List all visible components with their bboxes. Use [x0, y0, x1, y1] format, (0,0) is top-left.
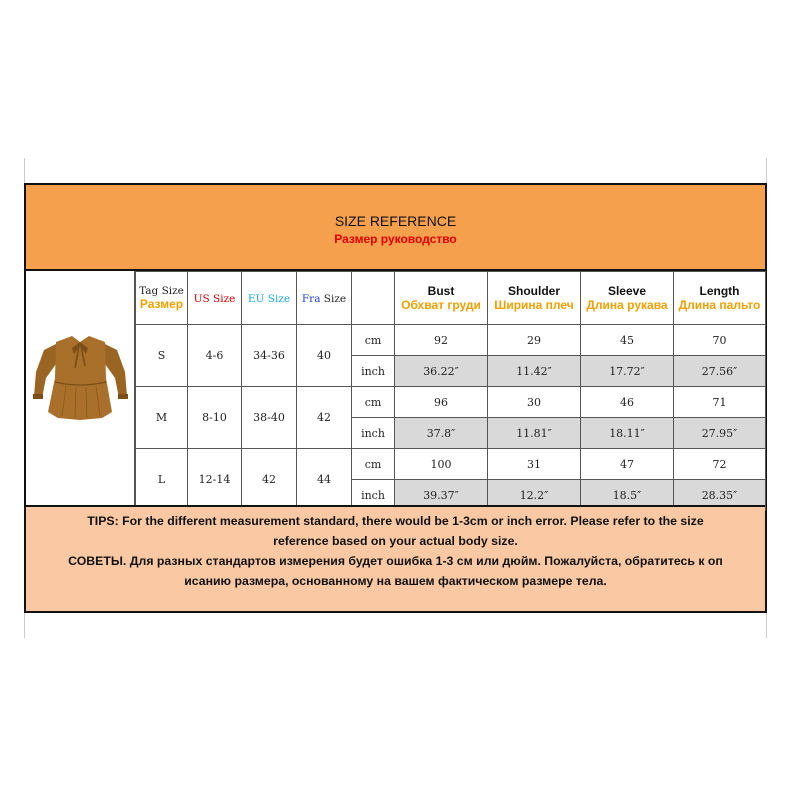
length-inch-cell: 28.35″ — [674, 480, 766, 511]
tips-en-line: reference based on your actual body size. — [273, 534, 518, 548]
shoulder-inch-cell: 11.42″ — [488, 356, 581, 387]
chart-subtitle-ru: Размер руководство — [334, 232, 457, 246]
us-size-cell: 4-6 — [188, 325, 242, 387]
header-eu-size-label: EU Size — [247, 292, 291, 305]
tips-panel — [26, 505, 765, 611]
frame-guide-line — [766, 613, 767, 638]
blouse-icon — [26, 271, 135, 505]
header-length — [674, 272, 766, 325]
shoulder-inch-cell: 11.81″ — [488, 418, 581, 449]
header-sleeve-ru: Длина рукава — [586, 298, 668, 312]
header-us-size — [188, 272, 242, 325]
unit-inch-cell: inch — [352, 418, 395, 449]
table-row — [136, 449, 766, 480]
header-us-size-label: US Size — [193, 292, 236, 305]
size-table — [135, 271, 766, 511]
header-bust-ru: Обхват груди — [401, 298, 481, 312]
sleeve-cm-cell: 47 — [581, 449, 674, 480]
header-shoulder-ru: Ширина плеч — [494, 298, 574, 312]
fra-size-cell: 44 — [297, 449, 352, 511]
bust-cm-cell: 92 — [395, 325, 488, 356]
tips-en-line: TIPS: For the different measurement standard, there would be 1-3cm or inch error. Please refer to the size — [87, 514, 704, 528]
header-length-ru: Длина пальто — [678, 298, 761, 312]
header-bust-label: Bust — [427, 284, 455, 298]
unit-cm-cell: cm — [352, 387, 395, 418]
header-tag-size-label: Tag Size — [139, 285, 184, 297]
shoulder-cm-cell: 30 — [488, 387, 581, 418]
header-fra-size-label: Fra Size — [301, 292, 347, 305]
unit-cm-cell: cm — [352, 325, 395, 356]
tag-size-cell: S — [136, 325, 188, 387]
sleeve-cm-cell: 46 — [581, 387, 674, 418]
bust-cm-cell: 100 — [395, 449, 488, 480]
shoulder-inch-cell: 12.2″ — [488, 480, 581, 511]
sleeve-cm-cell: 45 — [581, 325, 674, 356]
shoulder-cm-cell: 31 — [488, 449, 581, 480]
header-unit — [352, 272, 395, 325]
header-tag-size-ru: Размер — [139, 297, 184, 311]
tag-size-cell: M — [136, 387, 188, 449]
header-bust — [395, 272, 488, 325]
bust-inch-cell: 39.37″ — [395, 480, 488, 511]
tips-ru-line: СОВЕТЫ. Для разных стандартов измерения будет ошибка 1-3 см или дюйм. Пожалуйста, обратитесь к оп — [68, 554, 723, 568]
frame-guide-line — [24, 613, 25, 638]
shoulder-cm-cell: 29 — [488, 325, 581, 356]
header-tag-size — [136, 272, 188, 325]
length-cm-cell: 71 — [674, 387, 766, 418]
unit-inch-cell: inch — [352, 480, 395, 511]
us-size-cell: 8-10 — [188, 387, 242, 449]
sleeve-inch-cell: 18.5″ — [581, 480, 674, 511]
product-image-cell — [26, 271, 135, 505]
bust-inch-cell: 36.22″ — [395, 356, 488, 387]
tag-size-cell: L — [136, 449, 188, 511]
header-length-label: Length — [699, 284, 740, 298]
size-chart — [24, 183, 767, 613]
header-shoulder-label: Shoulder — [507, 284, 560, 298]
length-inch-cell: 27.56″ — [674, 356, 766, 387]
frame-guide-line — [766, 158, 767, 183]
size-chart-header — [26, 185, 765, 271]
bust-inch-cell: 37.8″ — [395, 418, 488, 449]
eu-size-cell: 34-36 — [242, 325, 297, 387]
header-fra-size — [297, 272, 352, 325]
bust-cm-cell: 96 — [395, 387, 488, 418]
table-row — [136, 325, 766, 356]
fra-size-cell: 40 — [297, 325, 352, 387]
sleeve-inch-cell: 17.72″ — [581, 356, 674, 387]
chart-title: SIZE REFERENCE — [334, 213, 457, 229]
fra-size-cell: 42 — [297, 387, 352, 449]
unit-inch-cell: inch — [352, 356, 395, 387]
header-sleeve-label: Sleeve — [607, 284, 647, 298]
table-row — [136, 387, 766, 418]
length-cm-cell: 72 — [674, 449, 766, 480]
length-cm-cell: 70 — [674, 325, 766, 356]
length-inch-cell: 27.95″ — [674, 418, 766, 449]
us-size-cell: 12-14 — [188, 449, 242, 511]
table-header-row — [136, 272, 766, 325]
header-eu-size — [242, 272, 297, 325]
header-sleeve — [581, 272, 674, 325]
frame-guide-line — [24, 158, 25, 183]
unit-cm-cell: cm — [352, 449, 395, 480]
sleeve-inch-cell: 18.11″ — [581, 418, 674, 449]
eu-size-cell: 38-40 — [242, 387, 297, 449]
eu-size-cell: 42 — [242, 449, 297, 511]
header-shoulder — [488, 272, 581, 325]
tips-ru-line: исанию размера, основанному на вашем фактическом размере тела. — [184, 574, 607, 588]
